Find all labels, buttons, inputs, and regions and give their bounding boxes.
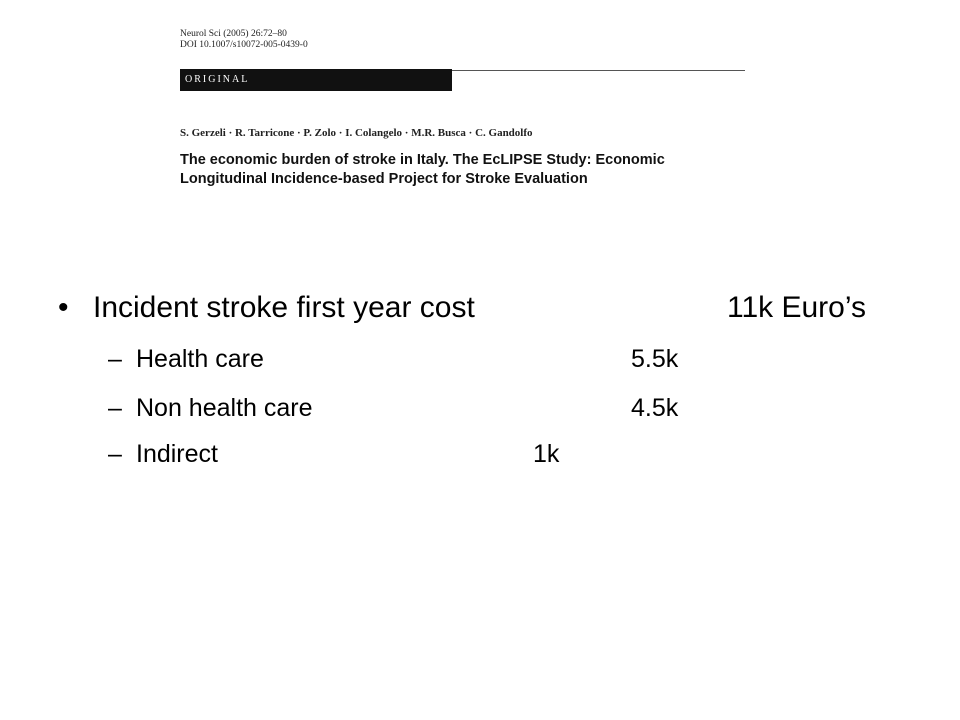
journal-citation: Neurol Sci (2005) 26:72–80 [180,29,287,39]
sub-bullet-label-health-care: Health care [136,345,264,373]
main-bullet-marker: • [58,291,69,324]
sub-bullet-value-non-health-care: 4.5k [631,394,679,422]
sub-bullet-marker: – [108,394,122,422]
sub-bullet-marker: – [108,345,122,373]
sub-bullet-value-health-care: 5.5k [631,345,679,373]
sub-bullet-value-indirect: 1k [533,440,560,468]
main-bullet-value: 11k Euro’s [727,291,866,324]
section-label: ORIGINAL [185,74,250,85]
sub-bullet-label-non-health-care: Non health care [136,394,313,422]
paper-title: The economic burden of stroke in Italy. The EcLIPSE Study: Economic Longitudinal Incidence-based Project for Stroke Evaluation [180,152,665,187]
sub-bullet-marker: – [108,440,122,468]
paper-authors: S. Gerzeli · R. Tarricone · P. Zolo · I. Colangelo · M.R. Busca · C. Gandolfo [180,127,533,139]
doi-line: DOI 10.1007/s10072-005-0439-0 [180,40,308,50]
main-bullet-label: Incident stroke first year cost [93,291,475,324]
sub-bullet-label-indirect: Indirect [136,440,218,468]
